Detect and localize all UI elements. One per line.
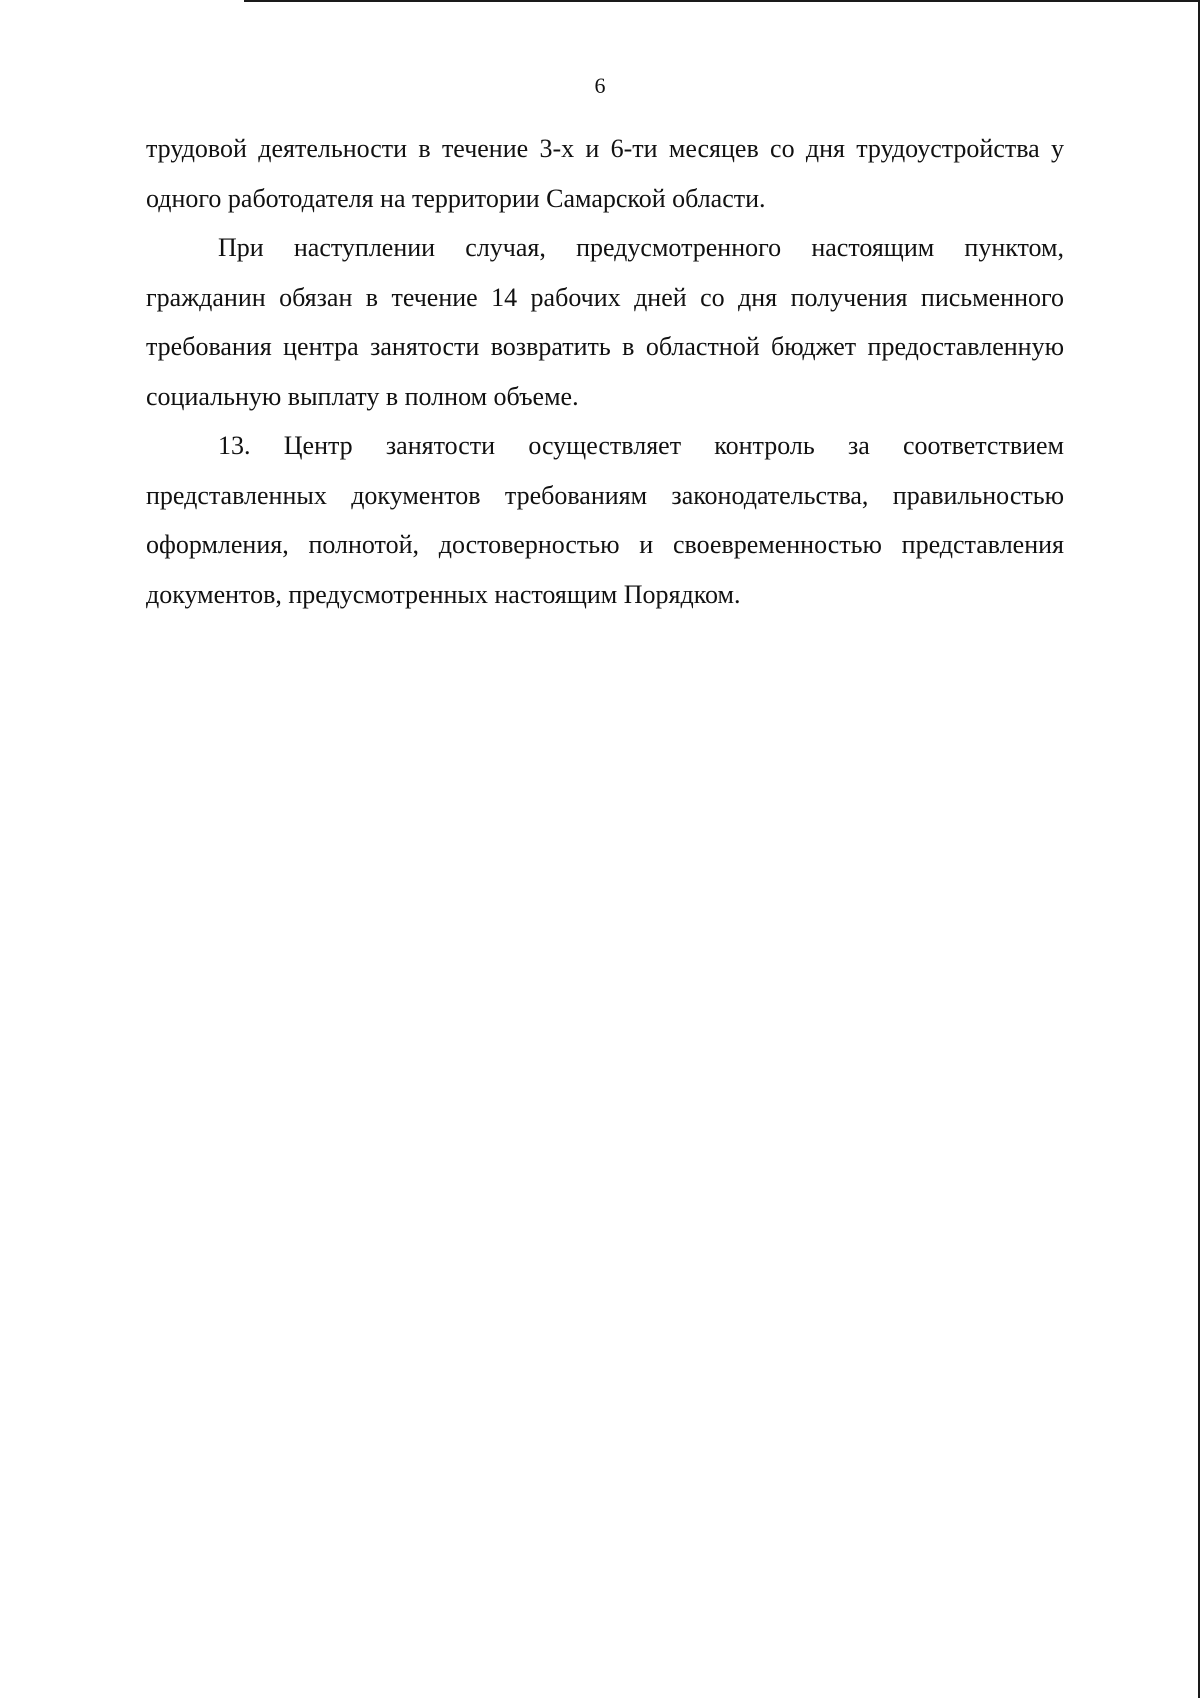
paragraph-continuation: трудовой деятельности в течение 3-х и 6-ти месяцев со дня трудоустройства у одного работодателя на территории Самарской области. [146,134,1064,213]
scan-border-top [244,0,1200,2]
document-body [146,124,1064,619]
paragraph-refund-obligation: При наступлении случая, предусмотренного настоящим пунктом, гражданин обязан в течение 14 рабочих дней со дня получения письменного требования центра занятости возвратить в областной бюджет предоставленную социальную выплату в полном объеме. [146,233,1064,411]
paragraph-13-control: 13. Центр занятости осуществляет контроль за соответствием представленных документов требованиям законодательства, правильностью оформления, полнотой, достоверностью и своевременностью представления документов, предусмотренных настоящим Порядком. [146,431,1064,609]
page-number: 6 [594,73,606,98]
